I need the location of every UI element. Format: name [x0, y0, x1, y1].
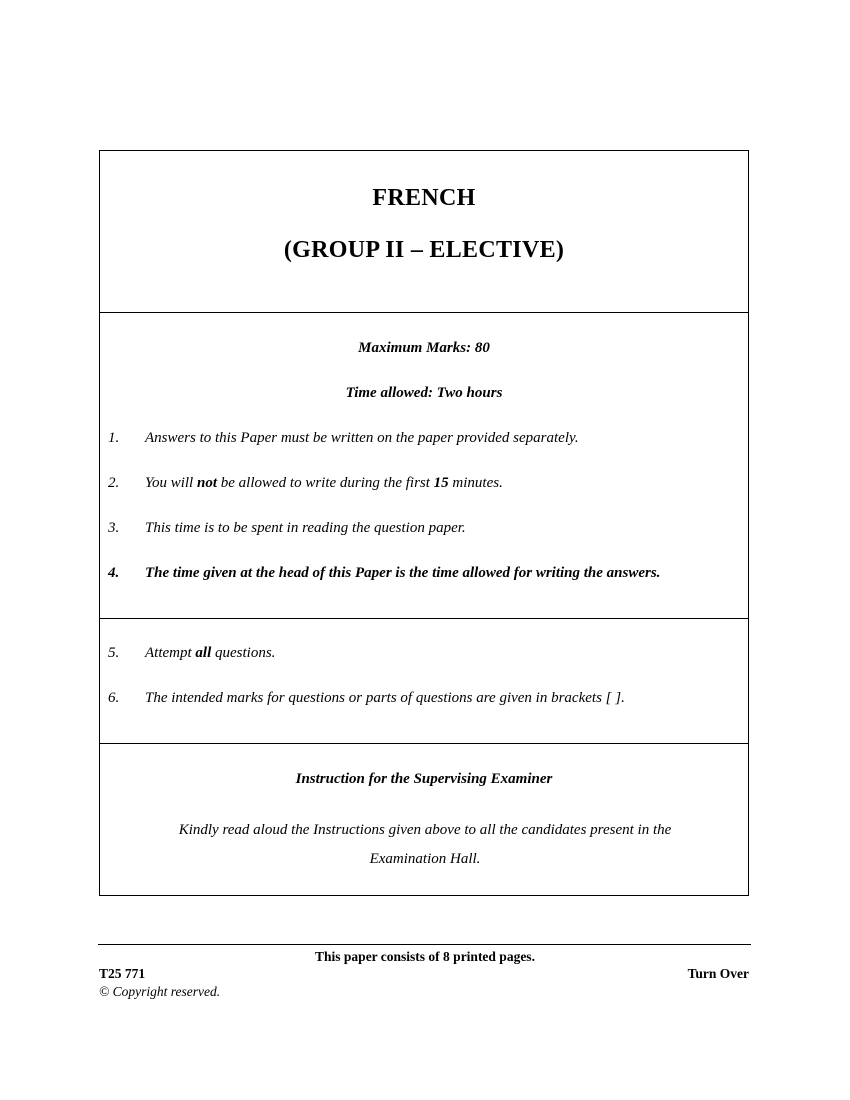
instruction-item-2	[108, 475, 503, 492]
copyright-notice: © Copyright reserved.	[99, 984, 221, 999]
paper-code: T25 771	[99, 966, 146, 981]
instruction-text: The time given at the head of this Paper is the time allowed for writing the answers.	[145, 565, 661, 581]
instruction-number: 3.	[108, 520, 120, 536]
subject-title: FRENCH	[372, 185, 476, 211]
supervising-text: Kindly read aloud the Instructions given above to all the candidates present in the Examination Hall.	[178, 822, 672, 867]
instruction-text-end: minutes.	[448, 475, 503, 491]
instruction-number: 6.	[108, 690, 120, 706]
instruction-item-5	[108, 645, 275, 662]
instruction-text-end: questions.	[211, 645, 276, 661]
turn-over-label: Turn Over	[687, 966, 749, 981]
instruction-text: Answers to this Paper must be written on the paper provided separately.	[145, 430, 579, 446]
instruction-text: The intended marks for questions or parts of questions are given in brackets [ ].	[145, 690, 625, 706]
instruction-item-6	[108, 690, 625, 707]
instruction-text-start: You will	[145, 475, 197, 491]
instruction-number: 4.	[108, 565, 120, 581]
instructions-section	[100, 313, 748, 619]
supervising-heading: Instruction for the Supervising Examiner	[295, 771, 553, 787]
attempt-section	[100, 619, 748, 744]
maximum-marks: Maximum Marks: 80	[358, 340, 490, 356]
time-allowed: Time allowed: Two hours	[345, 385, 503, 401]
instruction-number: 5.	[108, 645, 120, 661]
emphasis-minutes: 15	[433, 475, 449, 491]
instruction-text: This time is to be spent in reading the question paper.	[145, 520, 466, 536]
title-section	[100, 151, 748, 313]
instruction-number: 2.	[108, 475, 120, 491]
supervising-examiner-section	[100, 744, 748, 896]
instruction-text-start: Attempt	[145, 645, 196, 661]
instruction-item-3	[108, 520, 466, 537]
instruction-item-1	[108, 430, 579, 447]
instruction-item-4	[108, 565, 660, 582]
emphasis-not: not	[196, 475, 217, 491]
group-title: (GROUP II – ELECTIVE)	[283, 237, 565, 263]
instruction-text-middle: be allowed to write during the first	[217, 475, 434, 491]
pages-note: This paper consists of 8 printed pages.	[315, 949, 535, 964]
emphasis-all: all	[195, 645, 212, 661]
instruction-number: 1.	[108, 430, 120, 446]
footer-divider	[98, 944, 751, 945]
exam-cover-frame	[99, 150, 749, 896]
